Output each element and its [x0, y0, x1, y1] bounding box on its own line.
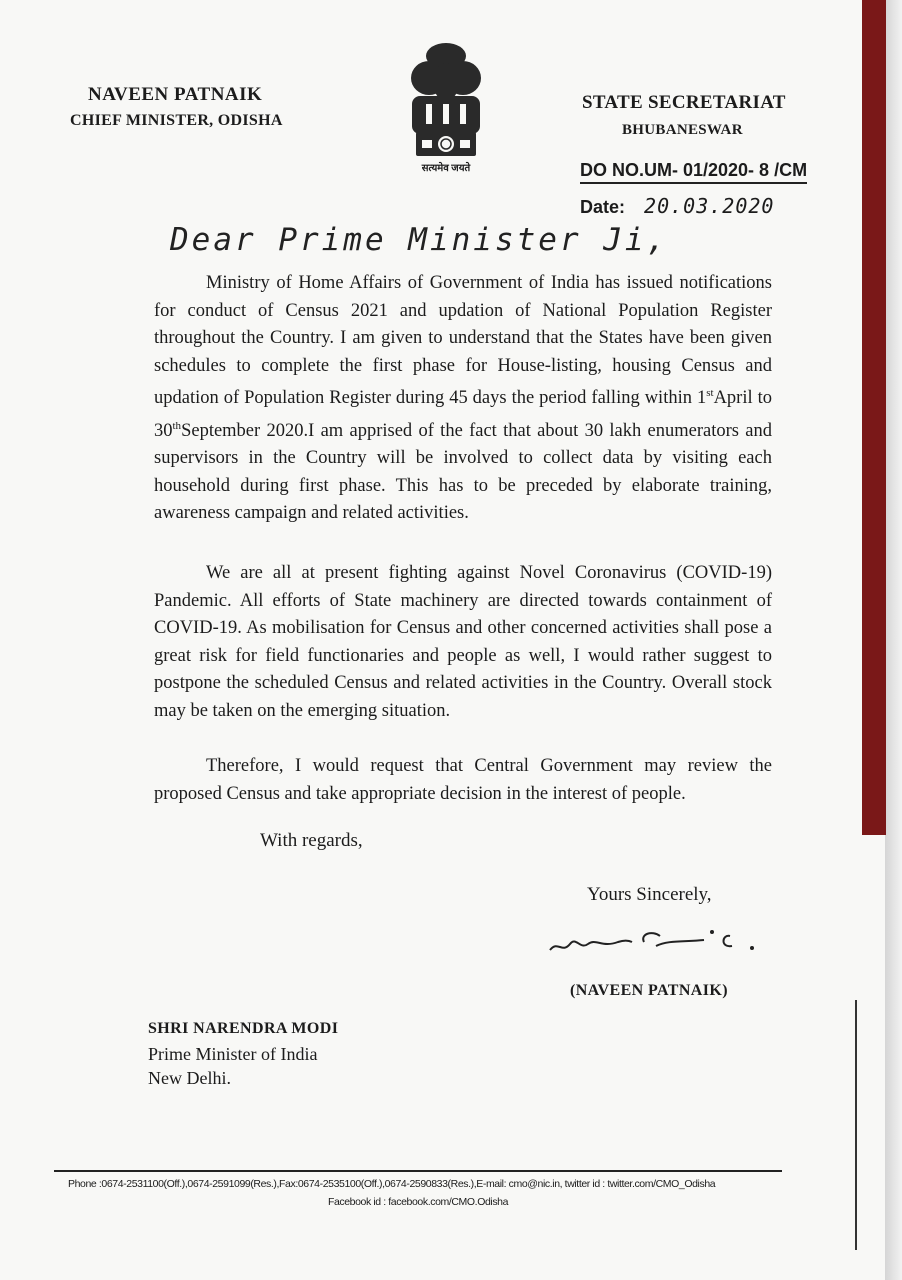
addressee-name: SHRI NARENDRA MODI [148, 1020, 339, 1037]
paragraph-2-text: We are all at present fighting against Novel Coronavirus (COVID-19) Pandemic. All efforts of State machinery are directed towards containment of COVID-19. As mobilisation for Census and other concerned activities shall pose a great risk for field functionaries and people as well, I would rather suggest to postpone the scheduled Census and related activities in the Country. Overall stock may be taken on the emerging situation. [154, 563, 772, 721]
body-paragraph-3 [154, 753, 772, 808]
body-paragraph-2 [154, 560, 772, 725]
footer-divider [54, 1170, 782, 1172]
closing-regards: With regards, [260, 830, 363, 851]
binding-strip [862, 0, 886, 835]
paragraph-1-text-b: April to 30 [154, 388, 772, 441]
office-city: BHUBANESWAR [622, 122, 743, 138]
date-label: Date: [580, 197, 626, 217]
sender-designation: CHIEF MINISTER, ODISHA [70, 112, 283, 129]
footer-contact-line: Phone :0674-2531100(Off.),0674-2591099(Res.),Fax:0674-2535100(Off.),0674-2590833(Res.),E-mail: cmo@nic.in, twitter id : twitter.com/CMO_Odisha [68, 1178, 716, 1190]
do-number: DO NO.UM- 01/2020- 8 /CM [580, 160, 807, 184]
emblem-motto: सत्यमेव जयते [421, 163, 471, 174]
paragraph-1-text-a: Ministry of Home Affairs of Government of India has issued notifications for conduct of Census 2021 and updation of National Population Register throughout the Country. I am given to understand that the States have been given schedules to complete the first phase for House-listing, housing Census and updation of Population Register during 45 days the period falling within 1 [154, 273, 772, 409]
closing-yours: Yours Sincerely, [587, 884, 712, 905]
signatory-name: (NAVEEN PATNAIK) [570, 982, 728, 999]
date-line [580, 194, 774, 218]
page-crease [855, 1000, 857, 1250]
office-name: STATE SECRETARIAT [582, 92, 786, 113]
salutation: Dear Prime Minister Ji, [170, 222, 669, 258]
body-paragraph-1 [154, 270, 772, 528]
date-value: 20.03.2020 [644, 194, 775, 218]
addressee-city: New Delhi. [148, 1068, 231, 1088]
paragraph-3-text: Therefore, I would request that Central Government may review the proposed Census and take appropriate decision in the interest of people. [154, 756, 772, 804]
ordinal-suffix-1: st [706, 387, 714, 399]
page-edge-shadow [885, 0, 902, 1280]
footer-facebook-line: Facebook id : facebook.com/CMO.Odisha [327, 1196, 509, 1208]
signature-icon [544, 920, 764, 964]
ordinal-suffix-2: th [172, 419, 182, 432]
addressee-title: Prime Minister of India [148, 1044, 318, 1064]
sender-name: NAVEEN PATNAIK [88, 84, 263, 105]
paragraph-1-text-c: September 2020.I am apprised of the fact that about 30 lakh enumerators and supervisors in the Country will be involved to collect data by visiting each household during first phase. This has to be preceded by elaborate training, awareness campaign and related activities. [154, 420, 772, 524]
